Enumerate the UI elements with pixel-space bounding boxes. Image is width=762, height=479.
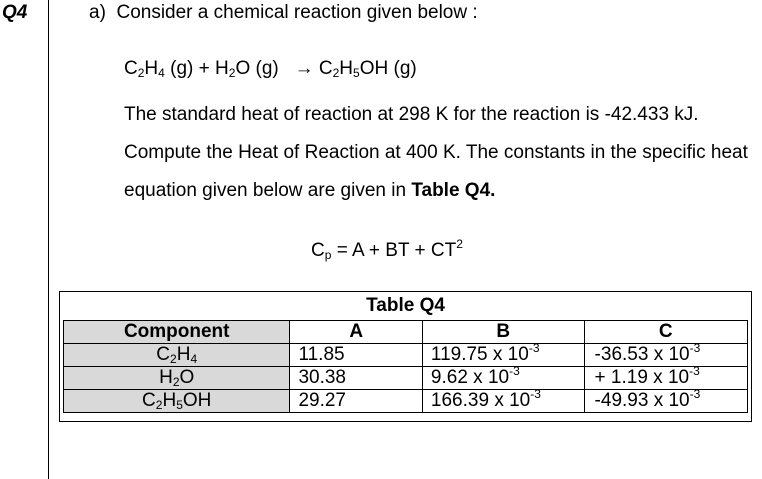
reactant-1: $C_2H_4$ (g)	[124, 58, 194, 80]
reaction-arrow: →	[294, 58, 314, 79]
constants-table	[59, 291, 752, 422]
cell-a: 29.27	[290, 390, 422, 413]
cell-a: 11.85	[290, 344, 422, 367]
cell-c: -36.53 x $10^{-3}$	[584, 344, 747, 367]
cell-component: $C_2H_5OH$	[64, 390, 290, 413]
header-c: C	[584, 321, 747, 344]
header-component: Component	[64, 321, 290, 344]
product: $C_2H_5OH$ (g)	[318, 58, 417, 80]
statement-text: The standard heat of reaction at 298 K for the reaction is -42.433 kJ. Compute the Heat of Reaction at 400 K. The constants in the specific heat equation given below are given in	[124, 104, 748, 201]
cell-c: -49.93 x $10^{-3}$	[584, 390, 747, 413]
header-b: B	[422, 321, 584, 344]
table-grid	[63, 320, 748, 413]
part-text: Consider a chemical reaction given below :	[116, 2, 478, 23]
table-row	[64, 344, 748, 367]
margin-line	[48, 0, 49, 479]
plus-sign: +	[198, 58, 210, 79]
table-row	[64, 390, 748, 413]
cell-b: 119.75 x $10^{-3}$	[422, 344, 584, 367]
table-header-row	[64, 321, 748, 344]
cell-component: $C_2H_4$	[64, 344, 290, 367]
table-title: Table Q4	[366, 295, 445, 316]
table-reference: Table Q4.	[411, 180, 496, 201]
part-label: a)	[89, 2, 106, 23]
cell-c: + 1.19 x $10^{-3}$	[584, 367, 747, 390]
cell-a: 30.38	[290, 367, 422, 390]
cell-b: 166.39 x $10^{-3}$	[422, 390, 584, 413]
reaction-equation	[124, 58, 417, 80]
cell-component: $H_2O$	[64, 367, 290, 390]
question-number: Q4	[2, 2, 28, 23]
question-part	[89, 2, 478, 24]
header-a: A	[290, 321, 422, 344]
reactant-2: $H_2O$ (g)	[215, 58, 279, 80]
table-row	[64, 367, 748, 390]
cell-b: 9.62 x $10^{-3}$	[422, 367, 584, 390]
problem-statement	[124, 96, 760, 210]
heat-capacity-equation: $C_p = A$ + BT + $CT^2$	[311, 237, 463, 262]
